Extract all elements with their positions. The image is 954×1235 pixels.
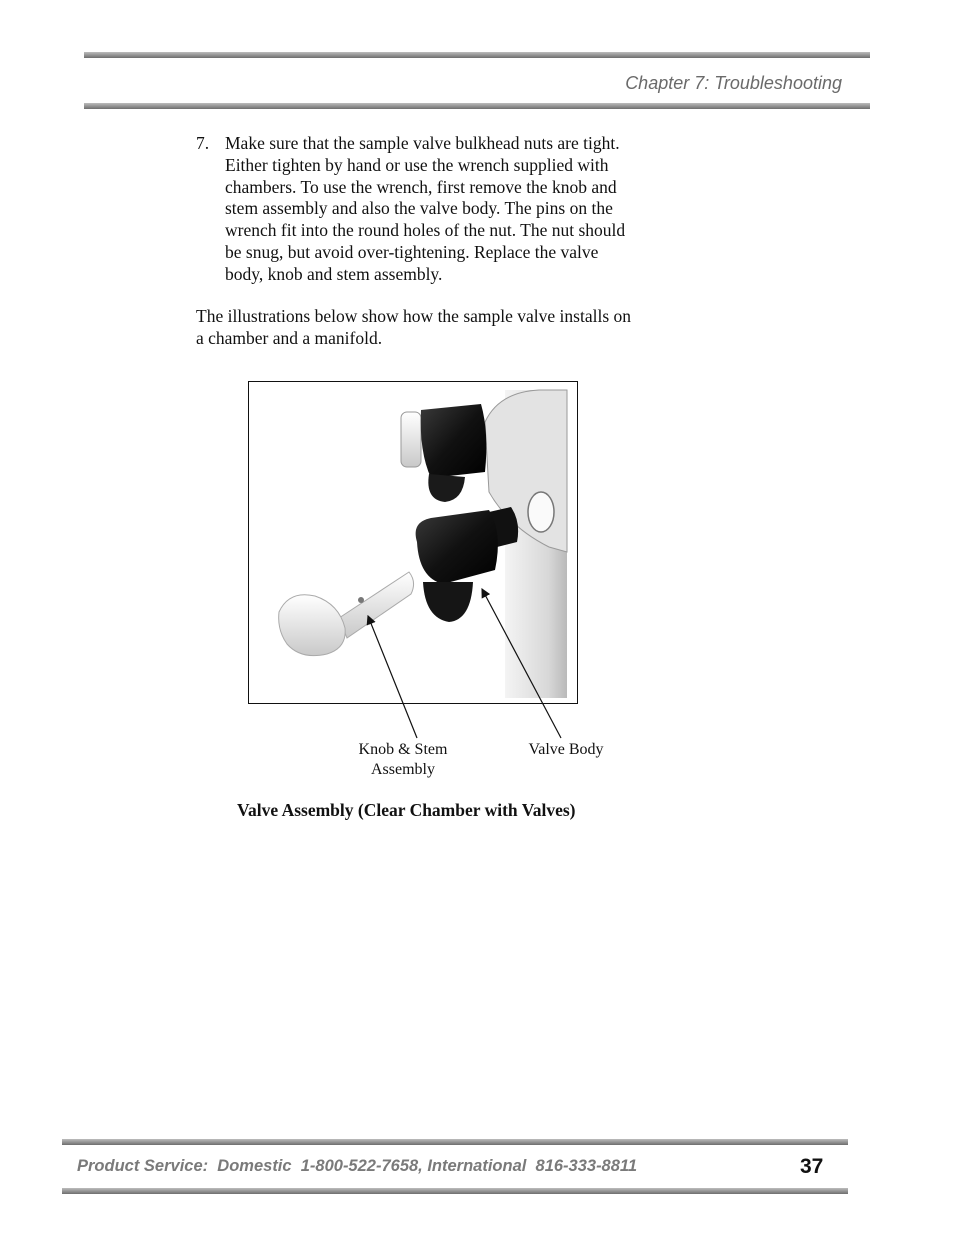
- chamber-port-hole: [528, 492, 554, 532]
- step-line: wrench fit into the round holes of the nut. The nut should: [225, 220, 626, 241]
- valve-body-outlet: [423, 582, 473, 622]
- stem: [339, 572, 414, 638]
- product-service-text: Product Service: Domestic 1-800-522-7658, International 816-333-8811: [77, 1157, 638, 1175]
- step-number: 7.: [196, 133, 210, 153]
- step-line: be snug, but avoid over-tightening. Replace the valve: [225, 241, 599, 262]
- intro-line: a chamber and a manifold.: [196, 327, 383, 348]
- step-line: stem assembly and also the valve body. The pins on the: [225, 198, 613, 219]
- label-knob-line: Assembly: [371, 761, 435, 778]
- valve-body: [416, 510, 498, 584]
- step-line: body, knob and stem assembly.: [225, 263, 443, 284]
- figure-caption: Valve Assembly (Clear Chamber with Valves): [237, 800, 576, 820]
- label-valve-body: Valve Body: [528, 741, 604, 758]
- intro-line: The illustrations below show how the sample valve installs on: [196, 306, 632, 326]
- step-line: Either tighten by hand or use the wrench supplied with: [225, 154, 609, 175]
- intro-paragraph: [196, 306, 676, 350]
- valve-assembly-illustration: [248, 381, 578, 704]
- label-knob-line: Knob & Stem: [358, 741, 448, 758]
- installed-valve-outlet: [428, 474, 465, 502]
- page-number: 37: [800, 1155, 824, 1178]
- installed-valve-body: [421, 404, 487, 478]
- step-7: [196, 133, 676, 286]
- step-line: chambers. To use the wrench, first remove the knob and: [225, 176, 617, 197]
- knob: [279, 595, 346, 656]
- label-knob-stem-assembly: [340, 740, 466, 780]
- chapter-title: Chapter 7: Troubleshooting: [625, 73, 842, 93]
- installed-knob: [401, 412, 421, 467]
- header-rule-bottom: [84, 103, 870, 109]
- step-line: Make sure that the sample valve bulkhead nuts are tight.: [225, 133, 620, 153]
- footer-rule-top: [62, 1139, 848, 1145]
- step-text: [225, 133, 676, 286]
- footer-rule-bottom: [62, 1188, 848, 1194]
- valve-illustration-drawing: [249, 382, 577, 703]
- header-rule-top: [84, 52, 870, 58]
- stem-hole: [358, 597, 364, 603]
